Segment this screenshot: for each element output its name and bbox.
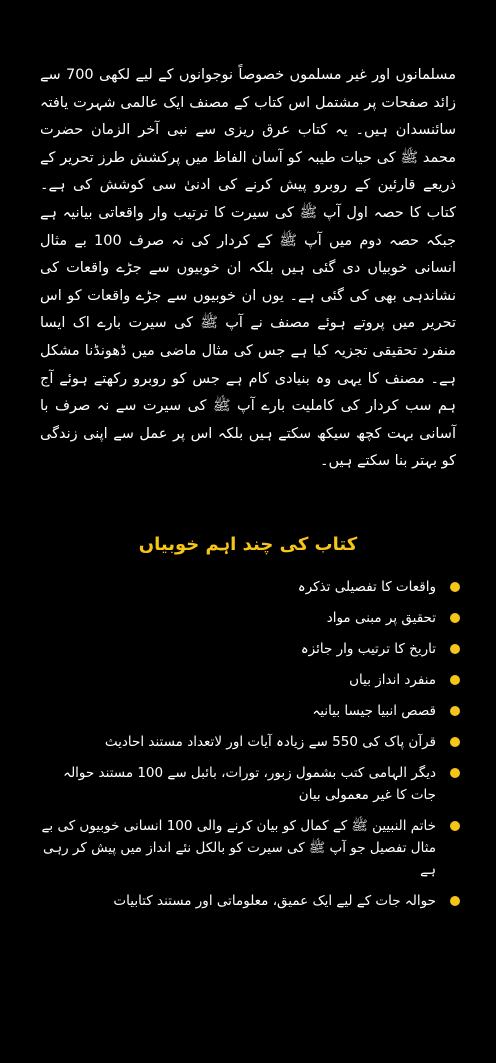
list-item [40,815,460,881]
list-item [40,700,460,722]
bullet-dot-icon [450,896,460,906]
bullet-dot-icon [450,768,460,778]
list-item [40,731,460,753]
bullet-dot-icon [450,613,460,623]
bullet-dot-icon [450,706,460,716]
feature-text: تحقیق پر مبنی مواد [326,610,436,626]
intro-paragraph: مسلمانوں اور غیر مسلموں خصوصاً نوجوانوں کے لیے لکھی 700 سے زائد صفحات پر مشتمل اس کتاب کے مصنف ایک عالمی شہرت یافتہ سائنسدان ہیں۔ یہ کتاب عرق ریزی سے نبی آخر الزمان حضرت محمد ﷺ کی حیات طیبہ کو آسان الفاظ میں پرکشش طرز تحریر کے ذریعے قارئین کے روبرو پیش کرنے کی ادنیٰ سی کوشش کی ہے۔ کتاب کا حصہ اول آپ ﷺ کی سیرت کا ترتیب وار واقعاتی بیانیہ ہے جبکہ حصہ دوم میں آپ ﷺ کے کردار کی نہ صرف 100 بے مثال انسانی خوبیاں دی گئی ہیں بلکہ ان خوبیوں سے جڑے واقعات کی نشاندہی بھی کی گئی ہے۔ یوں ان خوبیوں سے جڑے واقعات کو اس تحریر میں پروتے ہوئے مصنف نے آپ ﷺ کی سیرت بارے اک ایسا منفرد تحقیقی تجزیہ کیا ہے جس کی مثال ماضی میں ڈھونڈنا مشکل ہے۔ مصنف کا یہی وہ بنیادی کام ہے جس کو روبرو رکھتے ہوئے آج ہم سب کردار کی کاملیت بارے آپ ﷺ کی سیرت سے نہ صرف با آسانی بہت کچھ سیکھ سکتے ہیں بلکہ اس پر عمل سے اپنی زندگی کو بہتر بنا سکتے ہیں۔ [40,67,456,470]
list-item [40,890,460,912]
bullet-dot-icon [450,582,460,592]
list-item [40,762,460,806]
feature-text: قصص انبیا جیسا بیانیہ [312,703,436,719]
bullet-dot-icon [450,675,460,685]
list-item [40,576,460,598]
feature-text: قرآن پاک کی 550 سے زیادہ آیات اور لاتعداد مستند احادیث [104,734,436,750]
feature-text: دیگر الہامی کتب بشمول زبور، تورات، بائبل سے 100 مستند حوالہ جات کا غیر معمولی بیان [63,765,436,803]
features-list [40,576,460,921]
features-heading: کتاب کی چند اہم خوبیاں [138,534,358,555]
feature-text: خاتم النبیین ﷺ کے کمال کو بیان کرنے والی 100 انسانی خوبیوں کی بے مثال تفصیل جو آپ ﷺ کی سیرت کو بالکل نئے انداز میں پیش کر رہی ہے [41,818,436,878]
bullet-dot-icon [450,821,460,831]
bullet-dot-icon [450,737,460,747]
feature-text: واقعات کا تفصیلی تذکرہ [297,579,436,595]
list-item [40,669,460,691]
list-item [40,638,460,660]
bullet-dot-icon [450,644,460,654]
feature-text: حوالہ جات کے لیے ایک عمیق، معلوماتی اور مستند کتابیات [113,893,436,909]
feature-text: تاریخ کا ترتیب وار جائزہ [300,641,436,657]
list-item [40,607,460,629]
feature-text: منفرد انداز بیاں [349,672,436,688]
